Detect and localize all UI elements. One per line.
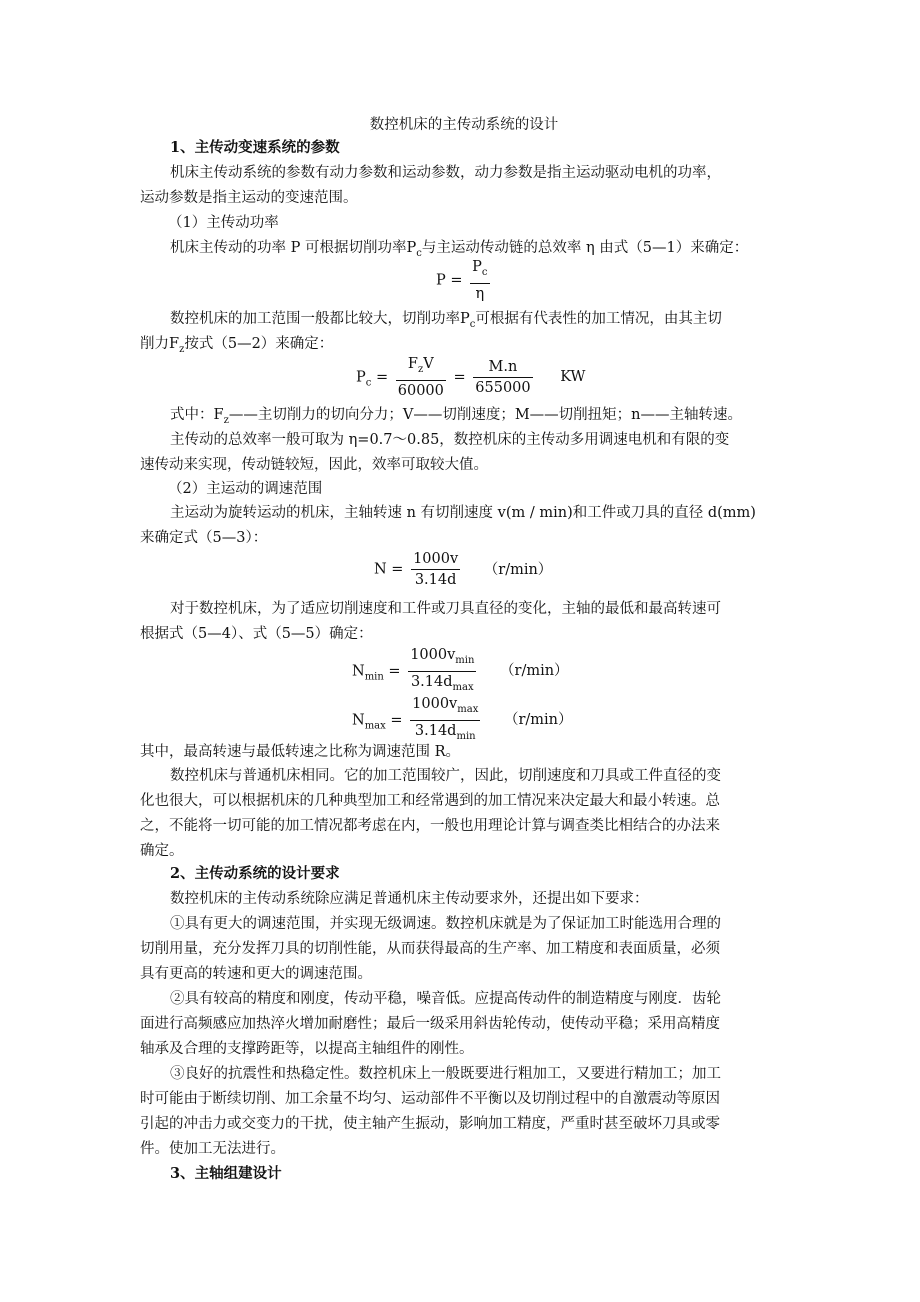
section3-heading: 3、主轴组建设计 bbox=[170, 1165, 282, 1182]
variable-definitions: 式中：$F_z——$主切削力的切向分力；V——切削速度；M——切削扭矩；n——主轴转速。 bbox=[170, 407, 742, 426]
requirement2-line2: 面进行高频感应加热淬火增加耐磨性；最后一级采用斜齿轮传动，使传动平稳；采用高精度 bbox=[140, 1016, 720, 1032]
requirement1-line1: ①具有更大的调速范围，并实现无级调速。数控机床就是为了保证加工时能选用合理的 bbox=[170, 916, 721, 932]
comparison-line2: 化也很大，可以根据机床的几种典型加工和经常遇到的加工情况来决定最大和最小转速。总 bbox=[140, 793, 720, 809]
subsection1-title: （1）主传动功率 bbox=[168, 215, 279, 231]
speed-limits-line2: 根据式（5—4）、式（5—5）确定： bbox=[140, 626, 373, 642]
equation-5-3: N = $\frac{1000v}{3.14d}$ （r/min） bbox=[374, 551, 553, 588]
speed-range-definition: 其中，最高转速与最低转速之比称为调速范围 R。 bbox=[140, 744, 461, 760]
subsection2-text-line1: 主运动为旋转运动的机床，主轴转速 n 有切削速度 v(m / min)和工件或刀具的直径 d(mm) bbox=[170, 505, 756, 521]
equation-5-1: P = $\frac{P_c}{\eta}$ bbox=[436, 259, 488, 302]
requirement3-line2: 时可能由于断续切削、加工余量不均匀、运动部件不平衡以及切削过程中的自激震动等原因 bbox=[140, 1091, 720, 1107]
requirement3-line4: 件。使加工无法进行。 bbox=[140, 1141, 285, 1157]
section1-intro-line2: 运动参数是指主运动的变速范围。 bbox=[140, 190, 358, 206]
subsection2-title: （2）主运动的调速范围 bbox=[168, 481, 323, 497]
document-title: 数控机床的主传动系统的设计 bbox=[369, 117, 559, 133]
subsection1-text: 机床主传动的功率 P 可根据切削功率$P_c$与主运动传动链的总效率 η 由式（5—1）来确定： bbox=[170, 240, 749, 259]
equation-5-5: $N_{max}$ = $\frac{1000v_{max}}{3.14d_{min}}$ （r/min） bbox=[352, 696, 573, 742]
speed-limits-line1: 对于数控机床，为了适应切削速度和工件或刀具直径的变化，主轴的最低和最高转速可 bbox=[170, 601, 721, 617]
requirement3-line1: ③良好的抗震性和热稳定性。数控机床上一般既要进行粗加工，又要进行精加工；加工 bbox=[170, 1066, 721, 1082]
subsection2-text-line2: 来确定式（5—3）： bbox=[140, 530, 268, 546]
efficiency-line2: 速传动来实现，传动链较短，因此，效率可取较大值。 bbox=[140, 457, 488, 473]
section1-heading: 1、主传动变速系统的参数 bbox=[170, 139, 340, 156]
requirement2-line1: ②具有较高的精度和刚度，传动平稳，噪音低。应提高传动件的制造精度与刚度．齿轮 bbox=[170, 991, 721, 1007]
comparison-line3: 之，不能将一切可能的加工情况都考虑在内，一般也用理论计算与调查类比相结合的办法来 bbox=[140, 818, 720, 834]
paragraph-cutting-power-line2: 削力$F_z$按式（5—2）来确定： bbox=[140, 336, 334, 355]
equation-5-4: $N_{min}$ = $\frac{1000v_{min}}{3.14d_{max}}$ （r/min） bbox=[352, 647, 569, 693]
section2-intro: 数控机床的主传动系统除应满足普通机床主传动要求外，还提出如下要求： bbox=[170, 891, 649, 907]
equation-5-2: $P_c$ = $\frac{F_zV}{60000}$ = $\frac{M.n}{655000}$ KW bbox=[356, 356, 586, 399]
requirement1-line2: 切削用量，充分发挥刀具的切削性能，从而获得最高的生产率、加工精度和表面质量，必须 bbox=[140, 941, 720, 957]
efficiency-line1: 主传动的总效率一般可取为 η=0.7～0.85，数控机床的主传动多用调速电机和有限的变 bbox=[170, 432, 730, 448]
requirement1-line3: 具有更高的转速和更大的调速范围。 bbox=[140, 966, 372, 982]
requirement3-line3: 引起的冲击力或交变力的干扰，使主轴产生振动，影响加工精度，严重时甚至破坏刀具或零 bbox=[140, 1116, 720, 1132]
requirement2-line3: 轴承及合理的支撑跨距等，以提高主轴组件的刚性。 bbox=[140, 1041, 474, 1057]
section2-heading: 2、主传动系统的设计要求 bbox=[170, 865, 340, 882]
section1-intro-line1: 机床主传动系统的参数有动力参数和运动参数，动力参数是指主运动驱动电机的功率， bbox=[170, 165, 721, 181]
paragraph-cutting-power-line1: 数控机床的加工范围一般都比较大，切削功率$P_c$可根据有代表性的加工情况，由其主切 bbox=[170, 311, 722, 330]
comparison-line4: 确定。 bbox=[140, 843, 184, 859]
comparison-line1: 数控机床与普通机床相同。它的加工范围较广，因此，切削速度和刀具或工件直径的变 bbox=[170, 768, 721, 784]
